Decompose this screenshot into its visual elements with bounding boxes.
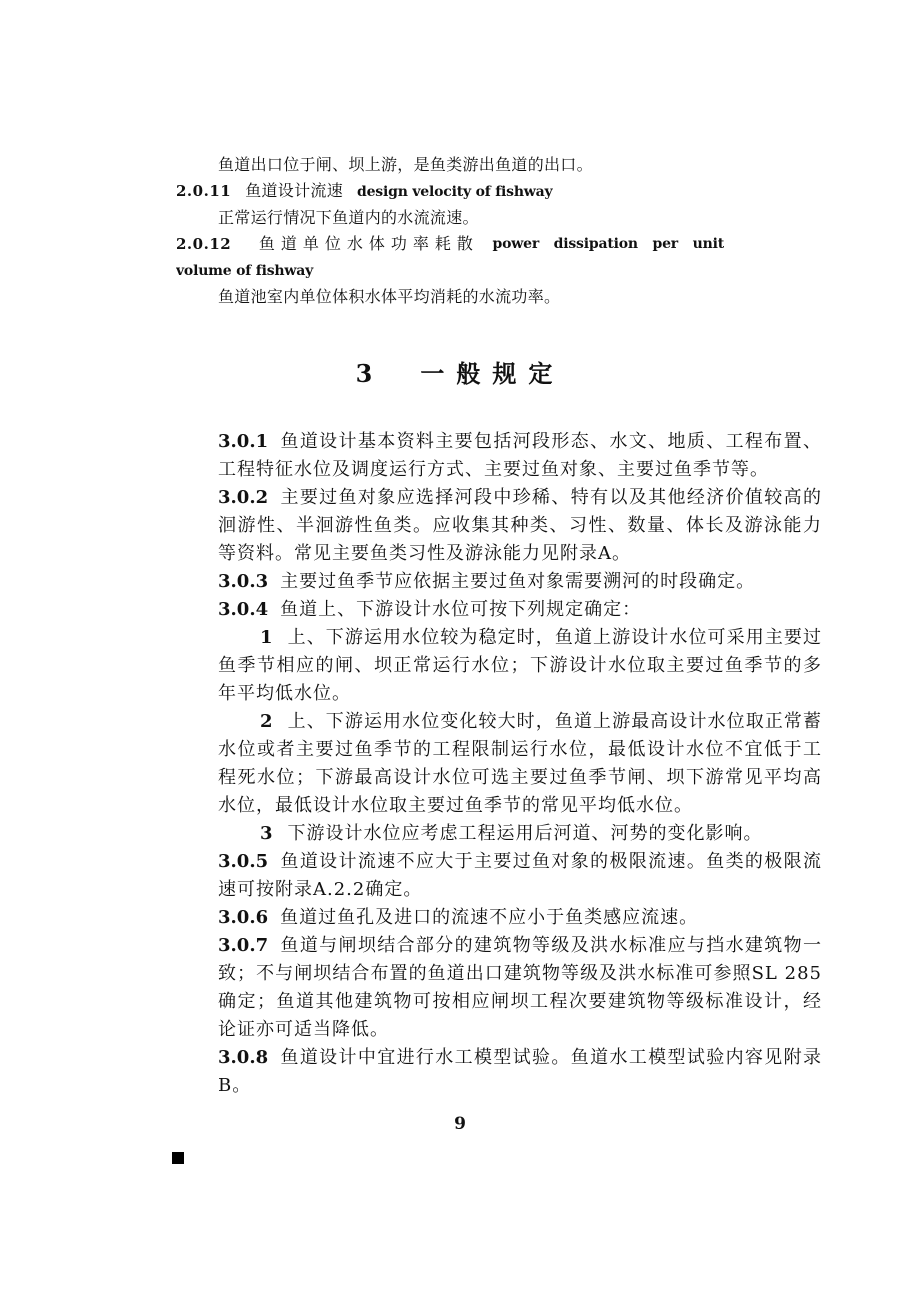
- term-2-0-12-english-cont: [176, 257, 736, 284]
- clause-number: 3.0.2: [218, 487, 269, 508]
- clause-text: 鱼道上、下游设计水位可按下列规定确定：: [280, 599, 642, 620]
- clause-text: 鱼道与闸坝结合部分的建筑物等级及洪水标准应与挡水建筑物一致；不与闸坝结合布置的鱼道出口建筑物等级及洪水标准可参照SL 285确定；鱼道其他建筑物可按相应闸坝工程次要建筑物等级标准设计，经论证亦可适当降低。: [218, 935, 822, 1040]
- clause-number: 3.0.8: [218, 1047, 269, 1068]
- term-english: design velocity of fishway: [357, 184, 553, 200]
- term-2-0-11-definition: 正常运行情况下鱼道内的水流流速。: [218, 208, 479, 227]
- clause: [218, 932, 822, 1044]
- term-english: power dissipation per unit: [492, 236, 724, 252]
- clause-text: 鱼道过鱼孔及进口的流速不应小于鱼类感应流速。: [280, 907, 699, 928]
- subclause-number: 3: [260, 823, 274, 844]
- corner-square-mark: [172, 1152, 184, 1164]
- term-2-0-12-heading: [176, 231, 724, 257]
- clause-text: 主要过鱼季节应依据主要过鱼对象需要溯河的时段确定。: [280, 571, 756, 592]
- clause: [218, 848, 822, 904]
- term-english-continued: volume of fishway: [176, 263, 314, 279]
- subclause-text: 下游设计水位应考虑工程运用后河道、河势的变化影响。: [287, 823, 763, 844]
- clause-number: 3.0.3: [218, 571, 269, 592]
- term-2-0-12-definition: 鱼道池室内单位体积水体平均消耗的水流功率。: [218, 287, 561, 306]
- clause-text: 主要过鱼对象应选择河段中珍稀、特有以及其他经济价值较高的洄游性、半洄游性鱼类。应收集其种类、习性、数量、体长及游泳能力等资料。常见主要鱼类习性及游泳能力见附录A。: [218, 487, 822, 564]
- clause: [218, 568, 822, 596]
- term-2-0-11-heading: [176, 178, 736, 205]
- term-2-0-10-definition: 鱼道出口位于闸、坝上游，是鱼类游出鱼道的出口。: [218, 155, 593, 174]
- term-number: 2.0.11: [176, 182, 232, 200]
- subclause: [218, 624, 822, 708]
- clause-number: 3.0.7: [218, 935, 269, 956]
- clause: [218, 904, 822, 932]
- clause-text: 鱼道设计流速不应大于主要过鱼对象的极限流速。鱼类的极限流速可按附录A.2.2确定。: [218, 851, 822, 900]
- clause: [218, 428, 822, 484]
- clause-number: 3.0.1: [218, 431, 269, 452]
- clause: [218, 596, 822, 624]
- terms-section: [176, 152, 736, 310]
- clause-text: 鱼道设计基本资料主要包括河段形态、水文、地质、工程布置、工程特征水位及调度运行方式、主要过鱼对象、主要过鱼季节等。: [218, 431, 822, 480]
- page-number: 9: [454, 1114, 466, 1134]
- subclause-number: 2: [260, 711, 274, 732]
- clause: [218, 484, 822, 568]
- chapter-body: [218, 428, 822, 1100]
- clause-number: 3.0.6: [218, 907, 269, 928]
- subclause-text: 上、下游运用水位变化较大时，鱼道上游最高设计水位取正常蓄水位或者主要过鱼季节的工程限制运行水位，最低设计水位不宜低于工程死水位；下游最高设计水位可选主要过鱼季节闸、坝下游常见平均高水位，最低设计水位取主要过鱼季节的常见平均低水位。: [218, 711, 822, 816]
- chapter-title: 3 一般规定: [355, 359, 565, 388]
- subclause: [218, 820, 822, 848]
- term-chinese: 鱼道设计流速: [245, 181, 344, 200]
- clause-text: 鱼道设计中宜进行水工模型试验。鱼道水工模型试验内容见附录B。: [218, 1047, 822, 1096]
- subclause-text: 上、下游运用水位较为稳定时，鱼道上游设计水位可采用主要过鱼季节相应的闸、坝正常运行水位；下游设计水位取主要过鱼季节的多年平均低水位。: [218, 627, 822, 704]
- clause-number: 3.0.5: [218, 851, 269, 872]
- subclause-number: 1: [260, 627, 274, 648]
- clause: [218, 1044, 822, 1100]
- subclause: [218, 708, 822, 820]
- term-number: 2.0.12: [176, 235, 232, 253]
- term-chinese: 鱼道单位水体功率耗散: [258, 234, 479, 253]
- clause-number: 3.0.4: [218, 599, 269, 620]
